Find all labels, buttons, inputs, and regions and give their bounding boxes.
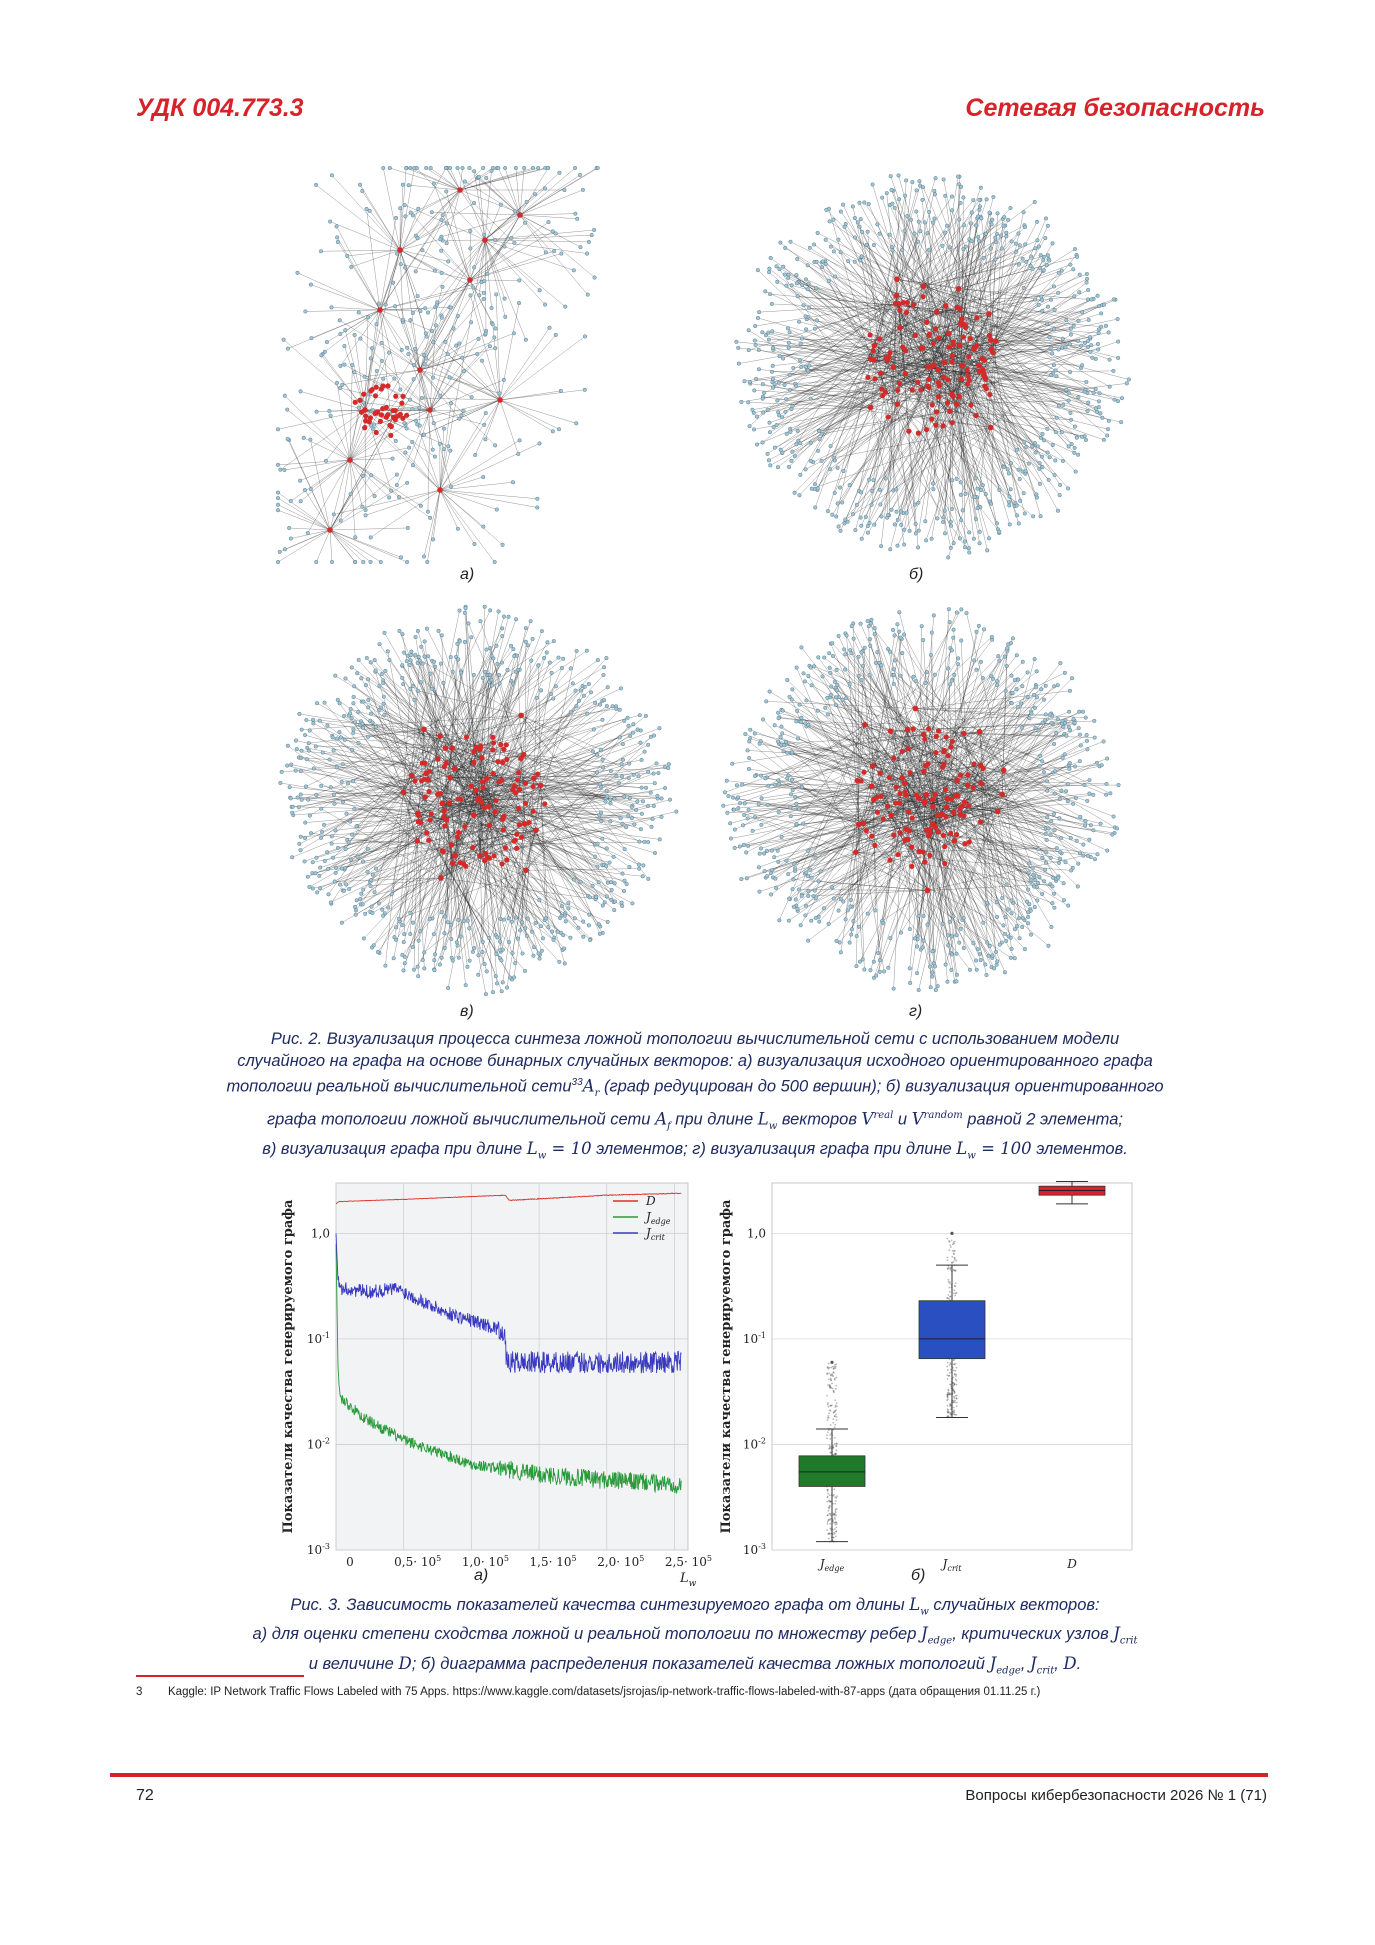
x-tick-label: $1,5\cdot 10^5$ xyxy=(529,1554,577,1569)
box-chart xyxy=(712,1175,1142,1585)
x-tick-label: $1,0\cdot 10^5$ xyxy=(461,1554,509,1569)
panel-letter-b: б) xyxy=(909,566,924,583)
y-tick-label: $10^{-2}$ xyxy=(306,1436,330,1452)
legend-label: $J_{crit}$ xyxy=(646,1226,665,1242)
chart-letter-b: б) xyxy=(911,1567,926,1584)
footer-divider xyxy=(110,1773,1268,1777)
x-tick-label: $2,0\cdot 10^5$ xyxy=(597,1554,645,1569)
box-body xyxy=(919,1301,985,1359)
section-title: Сетевая безопасность xyxy=(965,94,1265,122)
x-tick-label: D xyxy=(1067,1557,1077,1571)
y-tick-label: 1,0 xyxy=(310,1226,330,1241)
footnote xyxy=(136,1684,1268,1701)
y-tick-label: $10^{-1}$ xyxy=(306,1330,330,1346)
chart-letter-a: а) xyxy=(474,1567,489,1584)
x-tick-label: 0 xyxy=(346,1555,354,1569)
graph-edges xyxy=(278,168,598,562)
y-tick-label: $10^{-1}$ xyxy=(742,1330,766,1346)
figure-3-caption: Рис. 3. Зависимость показателей качества синтезируемого графа от длины $L_w$ случайных векторов: а) для оценки степени сходства ложной и реальной топологии по множеству ребер $J_{edge}$, критических узлов $J_{crit}$ и величине D; б) диаграмма распределения показателей качества ложных топологий $J_{edge}$, $J_{crit}$, D. xyxy=(252,1595,1138,1676)
footnote-divider xyxy=(136,1675,304,1677)
graph-panel-d xyxy=(712,598,1132,998)
y-axis-label: Показатели качества генерируемого графа xyxy=(719,1199,734,1534)
panel-letter-a: а) xyxy=(460,566,475,583)
footnote-number: 3 xyxy=(136,1686,143,1698)
legend-label: D xyxy=(646,1194,656,1208)
udc-code: УДК 004.773.3 xyxy=(136,94,304,122)
graph-panel-c xyxy=(268,595,688,1005)
x-tick-label: $J_{edge}$ xyxy=(819,1557,845,1573)
x-tick-label: $0,5\cdot 10^5$ xyxy=(394,1554,442,1569)
box-body xyxy=(799,1456,865,1487)
y-axis-label: Показатели качества генерируемого графа xyxy=(281,1199,296,1534)
legend-label: $J_{edge}$ xyxy=(646,1210,671,1226)
y-tick-label: $10^{-2}$ xyxy=(742,1436,766,1452)
outlier-point xyxy=(830,1361,833,1364)
line-chart xyxy=(268,1175,713,1589)
x-tick-label: $2,5\cdot 10^5$ xyxy=(664,1554,713,1569)
graph-panel-b xyxy=(720,160,1140,570)
panel-letter-d: г) xyxy=(909,1003,923,1020)
journal-title: Вопросы кибербезопасности 2026 № 1 (71) xyxy=(965,1787,1267,1804)
outlier-point xyxy=(950,1232,953,1235)
y-tick-label: $10^{-3}$ xyxy=(306,1542,330,1557)
graph-panel-a xyxy=(270,160,680,570)
x-axis-label: $L_w$ xyxy=(680,1571,697,1589)
footnote-text: Kaggle: IP Network Traffic Flows Labeled with 75 Apps. https://www.kaggle.com/datasets/jsrojas/ip-network-traffic-flows-labeled-with-87-apps (дата обращения 01.11.25 г.) xyxy=(168,1686,1041,1698)
x-tick-label: $J_{crit}$ xyxy=(942,1557,962,1573)
figure-2-caption: Рис. 2. Визуализация процесса синтеза ложной топологии вычислительной сети с использованием модели случайного на графа на основе бинарных случайных векторов: а) визуализация исходного ориентированного графа топологии реальной вычислительной $сети^{33}A_r$ (граф редуцирован до 500 вершин); б) визуализация ориентированного графа топологии ложной вычислительной сети $A_f$ при длине $L_w$ векторов $V^{real}$ и $V^{random}$ равной 2 элемента; в) визуализация графа при длине $L_w = 10$ элементов; г) визуализация графа при длине $L_w = 100$ элементов. xyxy=(226,1030,1164,1161)
y-tick-label: 1,0 xyxy=(746,1226,766,1241)
panel-letter-c: в) xyxy=(460,1003,474,1020)
page-number: 72 xyxy=(136,1787,154,1804)
y-tick-label: $10^{-3}$ xyxy=(742,1542,766,1557)
